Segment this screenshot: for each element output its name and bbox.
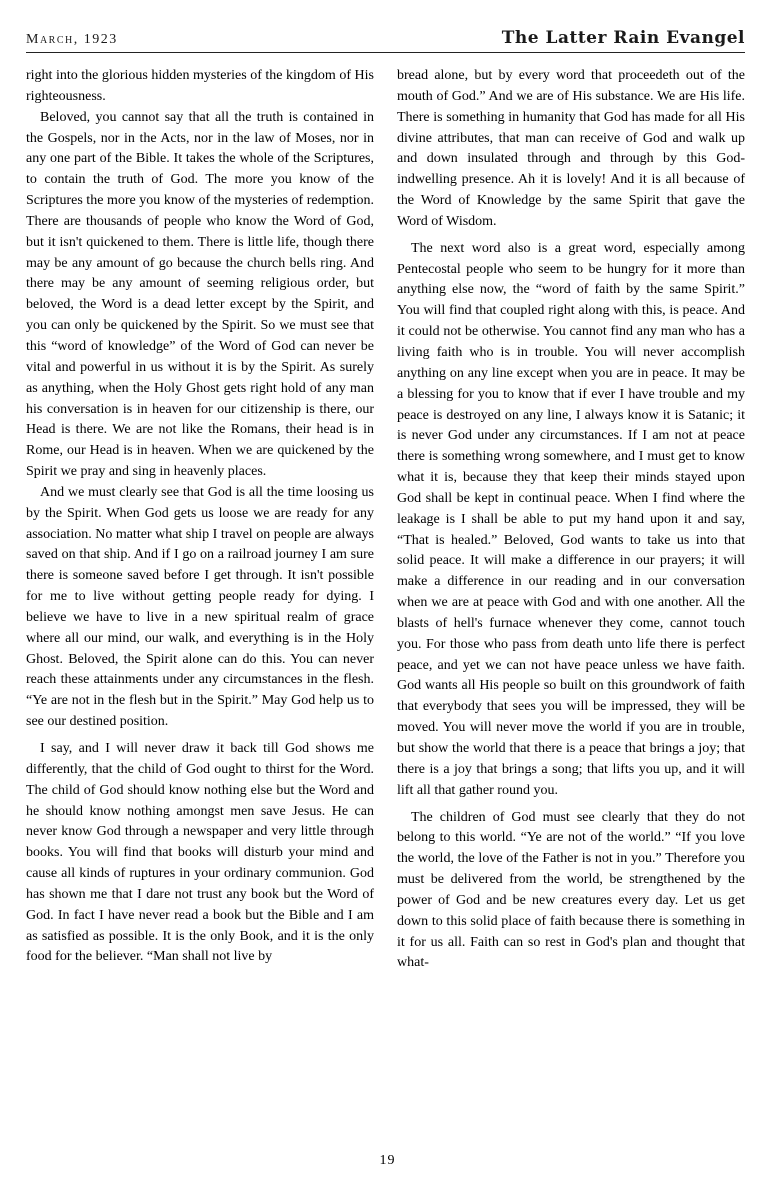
paragraph: I say, and I will never draw it back till God shows me differently, that the child of God ought to thirst for the Word. The child of God should know nothing else but the Word and he should know nothing amongst men save Jesus. He can never know God through a newspaper and very little through books. You will find that books will disturb your mind and cause all kinds of ruptures in your ordinary communion. God has shown me that I dare not trust any book but the Word of God. In fact I have never read a book but the Bible and I am as satisfied as possible. It is the only Book, and it is the only food for the believer. “Man shall not live by: [26, 741, 374, 965]
paragraph: And we must clearly see that God is all the time loosing us by the Spirit. When God gets us loose we are ready for any association. No matter what ship I travel on people are always saved on that ship. And if I go on a railroad journey I am sure there is someone saved before I get through. It isn't possible for me to live without getting people ready for dying. I believe we have to live in a new spiritual realm of grace where all our mind, our walk, and everything is in the Holy Ghost. Beloved, the Spirit alone can do this. You can never reach these attainments under any circumstances in the flesh. “Ye are not in the flesh but in the Spirit.” May God help us to see our destined position.: [26, 484, 374, 730]
paragraph: Beloved, you cannot say that all the truth is contained in the Gospels, nor in the Acts, nor in the law of Moses, nor in any one part of the Bible. It takes the whole of the Scriptures, to contain the truth of God. The more you know of the Scriptures the more you know of the mysteries of redemption. There are thousands of people who know the Word of God, but it isn't quickened to them. There is little life, though there may be any amount of go because the church bells ring. And there may be any amount of seeming religious order, but beloved, the Word is a dead letter except by the Spirit, and you can only be quickened by the Spirit. So we must see that this “word of knowledge” of the Word of God can never be vital and powerful in us without it is by the Spirit. As surely as anything, when the Holy Ghost gets right hold of any man his conversation is in heaven for our citizenship is there, our Head is there. We are not like the Romans, their head is in Rome, our Head is in heaven. When we are quickened by the Spirit we pray and sing in heavenly places.: [26, 109, 374, 480]
article-body: [26, 66, 745, 974]
left-column: [26, 66, 374, 974]
page-number: 19: [379, 1153, 396, 1168]
masthead-title: The Latter Rain Evangel: [501, 28, 745, 48]
paragraph: The next word also is a great word, especially among Pentecostal people who seem to be hungry for it more than anything else now, the “word of faith by the same Spirit.” You will find that coupled right along with this, is peace. And it could not be otherwise. You cannot find any man who has a living faith who is in trouble. You will never accomplish anything on any line except when you are in peace. It may be a blessing for you to know that if ever I have trouble and my peace is destroyed on any line, I always know it is Satanic; it is never God under any circumstances. If I am not at peace there is something wrong somewhere, and I must get to know what it is, because they that keep their minds stayed upon God shall be kept in continual peace. When I find where the leakage is I shall be able to put my hand upon it and say, “That is healed.” Beloved, God wants to take us into that solid peace. It will make a difference in our prayers; it will make a difference in our reading and in our conversation when we are at peace with God and with one another. All the blasts of hell's furnace whenever they come, cannot touch you. For those who pass from death unto life there is perfect peace, and yet we can not have peace unless we have faith. God wants all His people so built on this groundwork of faith that everybody that sees you will be impressed, they will be moved. You will never move the world if you are in trouble, but show the world that there is a peace that brings a joy; that there is a joy that brings a song; that lifts you up, and it will lift all that gather round you.: [397, 240, 745, 798]
paragraph: The children of God must see clearly that they do not belong to this world. “Ye are not of the world.” “If you love the world, the love of the Father is not in you.” Therefore you must be delivered from the world, be strengthened by the power of God and be new creatures every day. Let us get down to this solid place of faith because there is something in it for us all. Faith can so rest in God's plan and thought that what-: [397, 809, 745, 971]
right-column: [397, 66, 745, 974]
running-header: [26, 22, 745, 53]
issue-date: March, 1923: [26, 32, 118, 47]
paragraph: right into the glorious hidden mysteries of the kingdom of His righteousness.: [26, 68, 374, 104]
paragraph: bread alone, but by every word that proceedeth out of the mouth of God.” And we are of His substance. We are His life. There is something in humanity that God has made for all His divine attributes, that man can receive of God and walk up and down insulated through and through by this God-indwelling presence. Ah it is lovely! And it is all because of the Word of Knowledge by the same Spirit that gave the Word of Wisdom.: [397, 68, 745, 229]
